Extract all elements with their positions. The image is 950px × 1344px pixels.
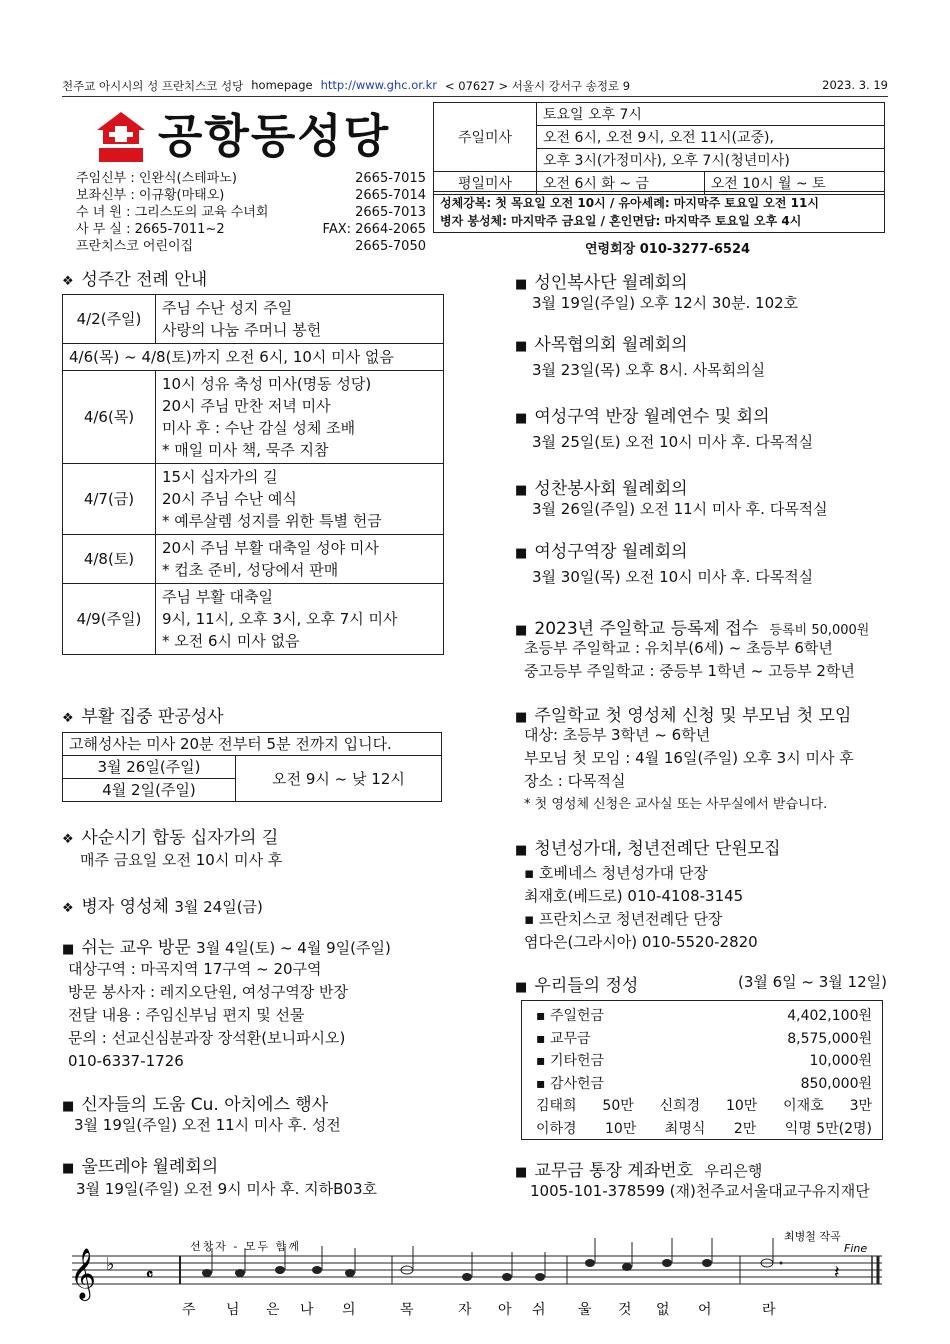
mass-time: 오전 6시, 오전 9시, 오전 11시(교중),	[537, 126, 885, 149]
offering-row: ▪ 감사헌금 850,000원	[536, 1075, 872, 1092]
svg-text:없: 없	[656, 1302, 670, 1318]
homepage-label: homepage	[251, 78, 313, 92]
donor-row: 이하경 10만 최명식 2만 익명 5만(2명)	[536, 1120, 872, 1137]
square-bullet-icon: ■	[515, 710, 528, 725]
confession-heading: ❖ 부활 집중 판공성사	[62, 707, 224, 727]
page-title: 공항동성당	[158, 109, 391, 163]
flat-icon: ♭	[106, 1254, 115, 1275]
svg-text:라: 라	[762, 1302, 776, 1318]
parish-logo-icon	[93, 108, 149, 166]
sunday-school-body: 초등부 주일학교 : 유치부(6세) ~ 초등부 6학년 중고등부 주일학교 : 중등부 1학년 ~ 고등부 2학년	[524, 639, 855, 680]
staff-row: 주임신부 : 인완식(스테파노) 2665-7015	[76, 171, 426, 186]
header-info-line	[62, 78, 888, 94]
offering-row: ▪ 기타헌금 10,000원	[536, 1053, 872, 1069]
svg-text:어: 어	[698, 1302, 712, 1318]
offering-row: ▪ 주일헌금 4,402,100원	[536, 1008, 872, 1024]
mass-time: 오전 6시 화 ~ 금	[537, 172, 705, 195]
acies-body: 3월 19일(주일) 오전 11시 미사 후. 성전	[74, 1116, 341, 1134]
time-signature-icon: 𝄴	[146, 1265, 154, 1284]
diamond-bullet-icon: ❖	[62, 901, 74, 916]
svg-text:울: 울	[578, 1302, 592, 1318]
square-bullet-icon: ■	[515, 623, 528, 638]
confession-table: 고해성사는 미사 20분 전부터 5분 전까지 입니다. 3월 26일(주일) 오전 9시 ~ 낮 12시 4월 2일(주일)	[62, 732, 442, 802]
square-bullet-icon: ■	[515, 411, 528, 426]
svg-text:나: 나	[300, 1302, 314, 1318]
table-row: 4/9(주일) 주님 부활 대축일 9시, 11시, 오후 3시, 오후 7시 미사 * 오전 6시 미사 없음	[63, 584, 444, 655]
svg-text:의: 의	[342, 1302, 356, 1318]
sick-communion-heading: ❖ 병자 영성체 3월 24일(금)	[62, 897, 263, 917]
youth-heading: ■ 청년성가대, 청년전례단 단원모집	[515, 839, 781, 859]
diamond-bullet-icon: ❖	[62, 274, 74, 289]
meeting-heading: ■ 여성구역장 월례회의	[515, 542, 688, 562]
mass-schedule	[433, 102, 885, 195]
composer-text: 최병철 작곡	[784, 1230, 841, 1243]
first-communion-body: 대상: 초등부 3학년 ~ 6학년 부모님 첫 모임 : 4월 16일(주일) 오후 3시 미사 후 장소 : 다목적실 * 첫 영성체 신청은 교사실 또는 사무실에서 받습니다.	[524, 726, 854, 812]
account-heading: ■ 교무금 통장 계좌번호 우리은행	[515, 1161, 763, 1181]
table-row: 4/6(목) ~ 4/8(토)까지 오전 6시, 10시 미사 없음	[63, 344, 444, 371]
mass-time: 오후 3시(가정미사), 오후 7시(청년미사)	[537, 149, 885, 172]
meeting-heading: ■ 사목협의회 월례회의	[515, 335, 688, 355]
table-row: 4/7(금) 15시 십자가의 길 20시 주님 수난 예식 * 예루살렘 성지를 위한 특별 헌금	[63, 464, 444, 535]
stations-heading: ❖ 사순시기 합동 십자가의 길	[62, 828, 279, 848]
meeting-heading: ■ 성인복사단 월례회의	[515, 273, 688, 293]
square-bullet-icon: ■	[62, 1099, 75, 1114]
square-bullet-icon: ■	[515, 277, 528, 292]
stations-body: 매주 금요일 오전 10시 미사 후	[80, 851, 283, 869]
ultreya-body: 3월 19일(주일) 오전 9시 미사 후. 지하B03호	[76, 1180, 378, 1198]
diamond-bullet-icon: ❖	[62, 711, 74, 726]
svg-text:아: 아	[498, 1302, 512, 1318]
staff-row: 프란치스코 어린이집 2665-7050	[76, 239, 426, 254]
holy-week-table	[62, 294, 444, 655]
square-bullet-icon: ■	[515, 980, 528, 995]
fine-text: Fine	[844, 1242, 868, 1255]
meeting-heading: ■ 여성구역 반장 월례연수 및 회의	[515, 407, 770, 427]
svg-text:쉬: 쉬	[532, 1302, 546, 1318]
svg-text:것: 것	[618, 1302, 632, 1318]
weekday-mass-label: 평일미사	[434, 172, 537, 195]
mass-time: 오전 10시 월 ~ 토	[704, 172, 884, 195]
offering-heading: ■ 우리들의 정성 (3월 6일 ~ 3월 12일)	[515, 973, 887, 996]
sunday-mass-label: 주일미사	[434, 103, 537, 172]
funeral-contact: 연령회장 010-3277-6524	[585, 242, 751, 257]
staff-list	[76, 170, 426, 255]
square-bullet-icon: ■	[62, 1161, 75, 1176]
youth-body: ▪ 호베네스 청년성가대 단장 최재호(베드로) 010-4108-3145 ▪ 프란치스코 청년전례단 단장 염다은(그라시아) 010-5520-2820	[524, 864, 758, 951]
account-number: 1005-101-378599 (재)천주교서울대교구유지재단	[530, 1182, 870, 1200]
table-row: 4/8(토) 20시 주님 부활 대축일 성야 미사 * 컵초 준비, 성당에서 판매	[63, 535, 444, 584]
mass-time: 토요일 오후 7시	[537, 103, 885, 126]
staff-row: 사 무 실 : 2665-7011~2 FAX: 2664-2065	[76, 222, 426, 237]
date: 2023. 3. 19	[822, 78, 888, 92]
staff-row: 보좌신부 : 이규황(마태오) 2665-7014	[76, 188, 426, 203]
homepage-link[interactable]: http://www.ghc.or.kr	[320, 78, 437, 92]
meeting-heading: ■ 성찬봉사회 월례회의	[515, 479, 688, 499]
sacrament-notes: 성체강복: 첫 목요일 오전 10시 / 유아세례: 마지막주 토요일 오전 11시 병자 봉성체: 마지막주 금요일 / 혼인면담: 마지막주 토요일 오후 4시	[433, 191, 885, 233]
svg-text:목: 목	[400, 1302, 414, 1318]
donor-row: 김태희 50만 신희경 10만 이재호 3만	[536, 1098, 872, 1114]
meeting-body: 3월 30일(목) 오전 10시 미사 후. 다목적실	[532, 568, 814, 586]
rest-visit-body: 대상구역 : 마곡지역 17구역 ~ 20구역 방문 봉사자 : 레지오단원, 여성구역장 반장 전달 내용 : 주임신부님 편지 및 선물 문의 : 선교신심분과장 장석환(보니파시오) 010-6337-1726	[68, 960, 348, 1070]
acies-heading: ■ 신자들의 도움 Cu. 아치에스 행사	[62, 1095, 329, 1115]
meeting-body: 3월 25일(토) 오전 10시 미사 후. 다목적실	[532, 433, 814, 451]
square-bullet-icon: ■	[62, 942, 75, 957]
meeting-body: 3월 19일(주일) 오후 12시 30분. 102호	[532, 294, 799, 312]
square-bullet-icon: ■	[515, 339, 528, 354]
square-bullet-icon: ■	[515, 546, 528, 561]
table-row: 4/6(목) 10시 성유 축성 미사(명동 성당) 20시 주님 만찬 저녁 미사 미사 후 : 수난 감실 성체 조배 * 매일 미사 책, 묵주 지참	[63, 371, 444, 464]
rest-visit-heading: ■ 쉬는 교우 방문 3월 4일(토) ~ 4월 9일(주일)	[62, 938, 391, 958]
music-score	[62, 1226, 888, 1336]
header-divider	[62, 96, 888, 97]
svg-text:자: 자	[458, 1302, 472, 1318]
holy-week-heading: ❖ 성주간 전례 안내	[62, 270, 208, 290]
meeting-body: 3월 23일(목) 오후 8시. 사목회의실	[532, 361, 766, 379]
square-bullet-icon: ■	[515, 483, 528, 498]
table-row: 4/2(주일) 주님 수난 성지 주일 사랑의 나눔 주머니 봉헌	[63, 295, 444, 344]
svg-text:주: 주	[182, 1302, 196, 1318]
offering-row: ▪ 교무금 8,575,000원	[536, 1030, 872, 1047]
square-bullet-icon: ■	[515, 843, 528, 858]
lyrics	[182, 1301, 776, 1318]
svg-text:님: 님	[226, 1302, 240, 1318]
rest-icon: 𝄽	[834, 1262, 840, 1283]
first-communion-heading: ■ 주일학교 첫 영성체 신청 및 부모님 첫 모임	[515, 706, 852, 726]
treble-clef-icon: 𝄞	[70, 1248, 97, 1299]
sunday-school-heading: ■ 2023년 주일학교 등록제 접수 등록비 50,000원	[515, 619, 870, 639]
diamond-bullet-icon: ❖	[62, 832, 74, 847]
square-bullet-icon: ■	[515, 1165, 528, 1180]
svg-text:은: 은	[266, 1302, 280, 1318]
offering-box	[521, 1000, 883, 1140]
parish-name: 천주교 아시시의 성 프란치스코 성당	[62, 79, 244, 93]
ultreya-heading: ■ 울뜨레야 월례회의	[62, 1157, 219, 1177]
leader-text: 선창자 - 모두 함께	[190, 1240, 301, 1253]
meeting-body: 3월 26일(주일) 오전 11시 미사 후. 다목적실	[532, 500, 828, 518]
staff-row: 수 녀 원 : 그리스도의 교육 수녀회 2665-7013	[76, 205, 426, 220]
address: < 07627 > 서울시 강서구 송정로 9	[444, 79, 631, 93]
